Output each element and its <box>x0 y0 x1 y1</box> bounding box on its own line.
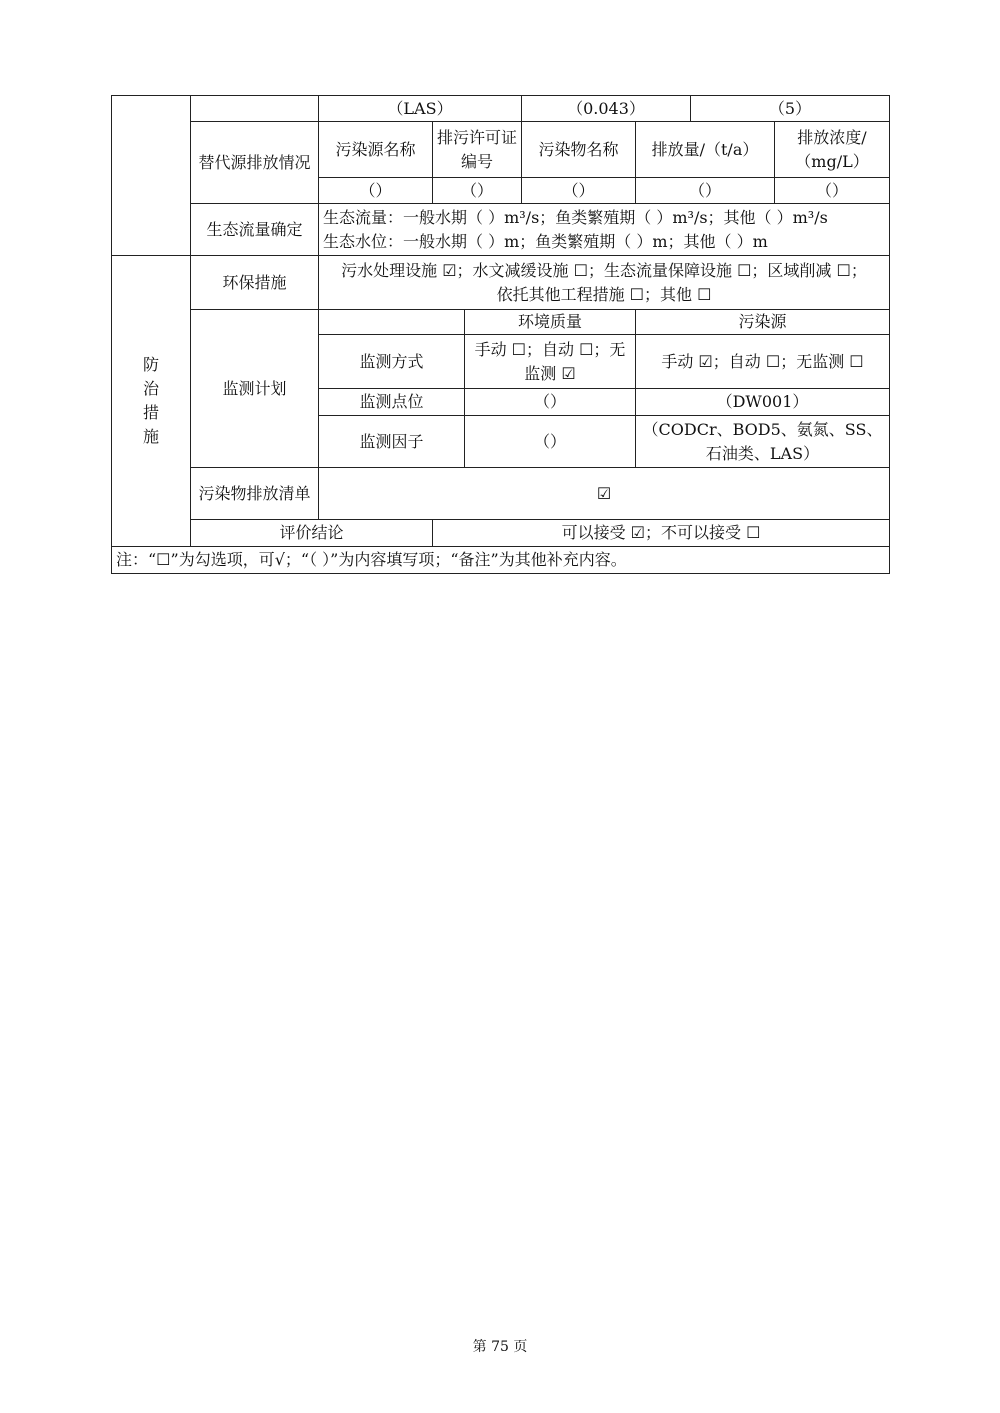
page-number: 第 75 页 <box>472 1339 528 1355</box>
empty-label-cell <box>191 96 319 122</box>
replacement-header-source-name: 污染源名称 <box>319 122 433 178</box>
monitoring-method-src: 手动 ☑；自动 ☐；无监测 ☐ <box>636 335 890 389</box>
table-note: 注：“☐”为勾选项，可√；“（ ）”为内容填写项；“备注”为其他补充内容。 <box>112 547 890 574</box>
environmental-assessment-table <box>111 95 890 574</box>
monitoring-plan-label: 监测计划 <box>191 310 319 468</box>
prevention-measures-label: 防 治 措 施 <box>112 256 191 547</box>
monitoring-point-src: （DW001） <box>636 389 890 416</box>
replacement-value-concentration: （） <box>775 178 890 204</box>
monitoring-factor-label: 监测因子 <box>319 416 465 468</box>
replacement-header-concentration: 排放浓度/（mg/L） <box>775 122 890 178</box>
monitoring-header-env-quality: 环境质量 <box>465 310 636 335</box>
eco-water-level-line: 生态水位：一般水期（ ）m；鱼类繁殖期（ ）m；其他（ ）m <box>323 231 768 251</box>
replacement-value-source-name: （） <box>319 178 433 204</box>
eco-flow-line: 生态流量：一般水期（ ）m³/s；鱼类繁殖期（ ）m³/s；其他（ ）m³/s <box>323 207 828 227</box>
replacement-value-pollutant-name: （） <box>522 178 636 204</box>
emission-list-checkbox: ☑ <box>319 468 890 520</box>
eco-flow-content <box>319 204 890 256</box>
las-concentration-cell: （5） <box>691 96 890 122</box>
env-measures-line: 污水处理设施 ☑；水文减缓设施 ☐；生态流量保障设施 ☐；区域削减 ☐； <box>341 260 867 280</box>
monitoring-point-label: 监测点位 <box>319 389 465 416</box>
las-amount-cell: （0.043） <box>522 96 691 122</box>
replacement-value-amount: （） <box>636 178 775 204</box>
replacement-header-permit-no: 排污许可证编号 <box>433 122 522 178</box>
replacement-header-pollutant-name: 污染物名称 <box>522 122 636 178</box>
eco-flow-label: 生态流量确定 <box>191 204 319 256</box>
emission-list-label: 污染物排放清单 <box>191 468 319 520</box>
monitoring-header-empty <box>319 310 465 335</box>
env-measures-label: 环保措施 <box>191 256 319 310</box>
replacement-source-label: 替代源排放情况 <box>191 122 319 204</box>
las-pollutant-cell: （LAS） <box>319 96 522 122</box>
monitoring-method-label: 监测方式 <box>319 335 465 389</box>
env-measures-line: 依托其他工程措施 ☐；其他 ☐ <box>496 284 712 304</box>
monitoring-header-pollution-source: 污染源 <box>636 310 890 335</box>
replacement-value-permit-no: （） <box>433 178 522 204</box>
monitoring-factor-src: （CODCr、BOD5、氨氮、SS、石油类、LAS） <box>636 416 890 468</box>
monitoring-method-env: 手动 ☐；自动 ☐；无监测 ☑ <box>465 335 636 389</box>
left-label-cell-top <box>112 96 191 256</box>
monitoring-factor-env: （） <box>465 416 636 468</box>
env-measures-content <box>319 256 890 310</box>
replacement-header-amount: 排放量/（t/a） <box>636 122 775 178</box>
conclusion-label: 评价结论 <box>191 520 433 547</box>
monitoring-point-env: （） <box>465 389 636 416</box>
conclusion-value: 可以接受 ☑；不可以接受 ☐ <box>433 520 890 547</box>
